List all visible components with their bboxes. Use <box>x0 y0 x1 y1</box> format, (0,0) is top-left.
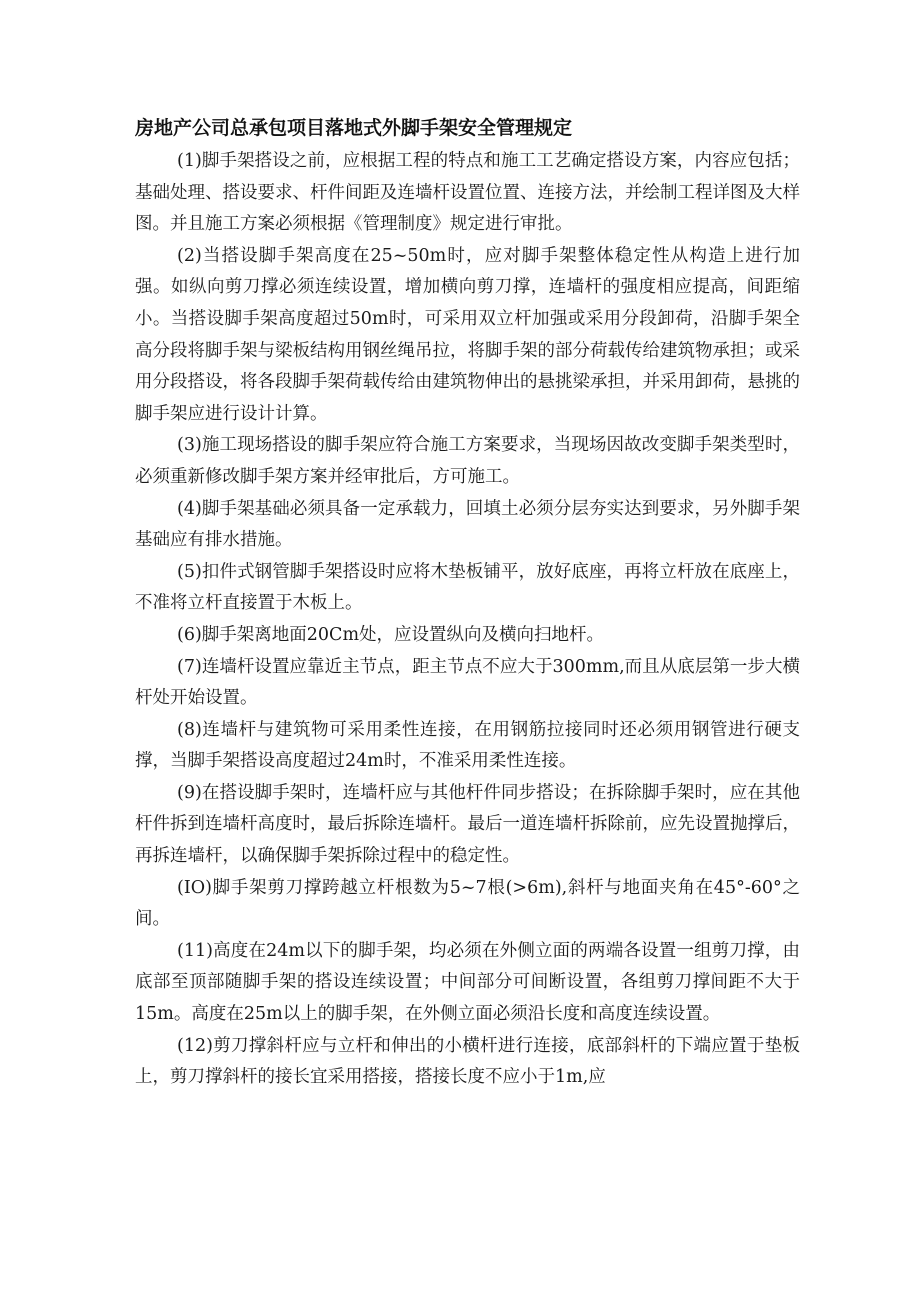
document-title: 房地产公司总承包项目落地式外脚手架安全管理规定 <box>135 117 573 139</box>
paragraph-6: (6)脚手架离地面20Cm处，应设置纵向及横向扫地杆。 <box>177 624 605 645</box>
paragraph-9: (9)在搭设脚手架时，连墙杆应与其他杆件同步搭设；在拆除脚手架时，应在其他杆件拆到连墙杆高度时，最后拆除连墙杆。最后一道连墙杆拆除前，应先设置抛撑后，再拆连墙杆，以确保脚手架拆除过程中的稳定性。 <box>135 782 800 867</box>
paragraph-5: (5)扣件式钢管脚手架搭设时应将木垫板铺平，放好底座，再将立杆放在底座上，不准将立杆直接置于木板上。 <box>135 561 800 614</box>
paragraph-10: (IO)脚手架剪刀撑跨越立杆根数为5~7根(>6m),斜杆与地面夹角在45°-60°之间。 <box>135 877 800 930</box>
paragraph-7: (7)连墙杆设置应靠近主节点，距主节点不应大于300mm,而且从底层第一步大横杆处开始设置。 <box>135 656 800 709</box>
paragraph-2: (2)当搭设脚手架高度在25~50m时，应对脚手架整体稳定性从构造上进行加强。如纵向剪刀撑必须连续设置，增加横向剪刀撑，连墙杆的强度相应提高，间距缩小。当搭设脚手架高度超过50m时，可采用双立杆加强或采用分段卸荷，沿脚手架全高分段将脚手架与梁板结构用钢丝绳吊拉，将脚手架的部分荷载传给建筑物承担；或采用分段搭设，将各段脚手架荷载传给由建筑物伸出的悬挑梁承担，并采用卸荷，悬挑的脚手架应进行设计计算。 <box>135 245 800 424</box>
paragraph-3: (3)施工现场搭设的脚手架应符合施工方案要求，当现场因故改变脚手架类型时，必须重新修改脚手架方案并经审批后，方可施工。 <box>135 435 800 487</box>
paragraph-4: (4)脚手架基础必须具备一定承载力，回填土必须分层夯实达到要求，另外脚手架基础应有排水措施。 <box>135 498 800 551</box>
paragraph-1: (1)脚手架搭设之前，应根据工程的特点和施工工艺确定搭设方案，内容应包括；基础处理、搭设要求、杆件间距及连墙杆设置位置、连接方法，并绘制工程详图及大样图。并且施工方案必须根据《管理制度》规定进行审批。 <box>135 151 800 235</box>
paragraph-12: (12)剪刀撑斜杆应与立杆和伸出的小横杆进行连接，底部斜杆的下端应置于垫板上，剪刀撑斜杆的接长宜采用搭接，搭接长度不应小于1m,应 <box>135 1035 800 1088</box>
paragraph-11: (11)高度在24m以下的脚手架，均必须在外侧立面的两端各设置一组剪刀撑，由底部至顶部随脚手架的搭设连续设置；中间部分可间断设置，各组剪刀撑间距不大于15m。高度在25m以上的脚手架，在外侧立面必须沿长度和高度连续设置。 <box>135 940 800 1025</box>
document-body <box>135 146 800 1094</box>
paragraph-8: (8)连墙杆与建筑物可采用柔性连接，在用钢筋拉接同时还必须用钢管进行硬支撑，当脚手架搭设高度超过24m时，不准采用柔性连接。 <box>135 719 800 772</box>
